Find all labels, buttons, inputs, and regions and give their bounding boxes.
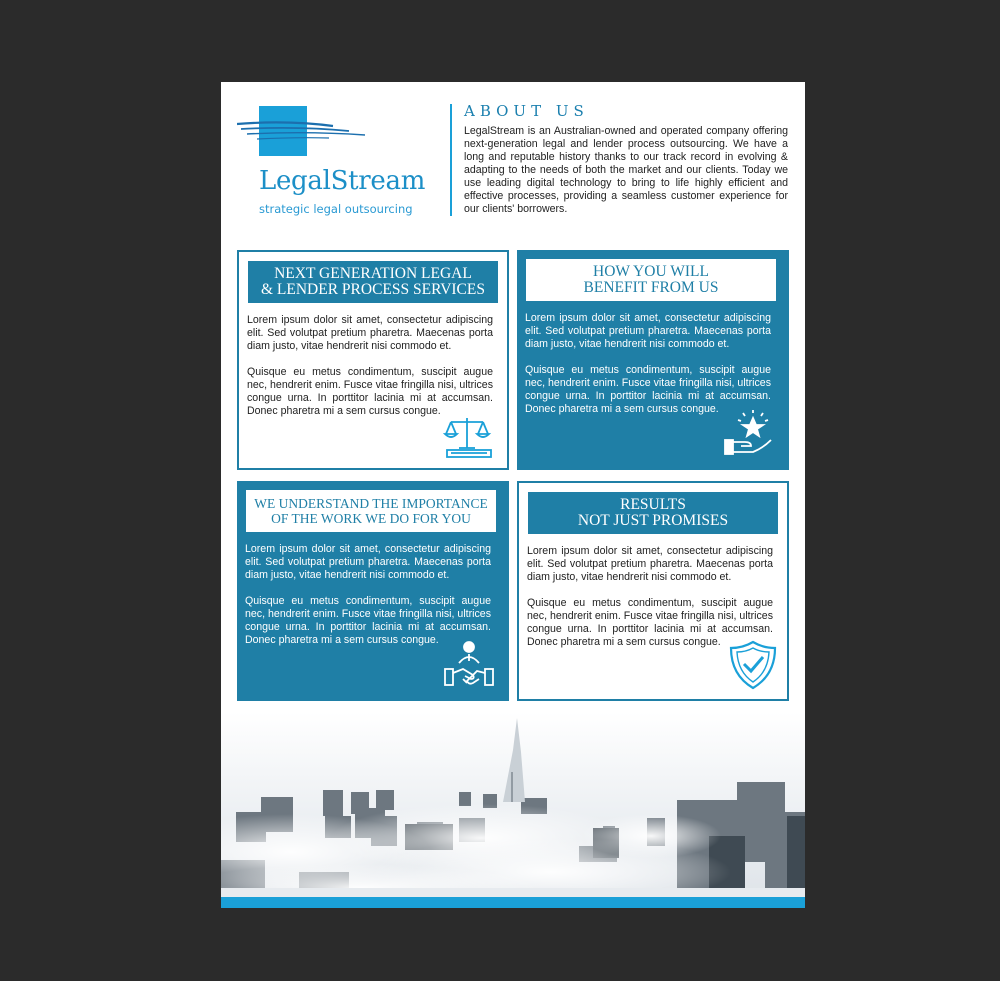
- card-paragraph: Quisque eu metus condimentum, suscipit augue nec, hendrerit enim. Fusce vitae fringilla nisi, ultrices congue urna. In porttitor lacinia mi at accumsan. Donec pharetra mi a sem cursus congue.: [245, 595, 491, 646]
- scales-of-justice-icon: [443, 412, 495, 464]
- card-paragraph: Lorem ipsum dolor sit amet, consectetur adipiscing elit. Sed volutpat pretium pharetra. Maecenas porta diam justo, vitae hendrerit nisi commodo et.: [245, 543, 491, 581]
- brand-tagline: strategic legal outsourcing: [259, 202, 413, 216]
- logo-stream-lines-icon: [237, 116, 377, 146]
- card-title: WE UNDERSTAND THE IMPORTANCE OF THE WORK WE DO FOR YOU: [246, 490, 496, 532]
- card-title: HOW YOU WILL BENEFIT FROM US: [526, 259, 776, 301]
- handshake-icon: [443, 639, 495, 691]
- city-skyline-image: [221, 712, 805, 898]
- card-paragraph: Quisque eu metus condimentum, suscipit augue nec, hendrerit enim. Fusce vitae fringilla nisi, ultrices congue urna. In porttitor lacinia mi at accumsan. Donec pharetra mi a sem cursus congue.: [527, 597, 773, 648]
- card-title: NEXT GENERATION LEGAL & LENDER PROCESS SERVICES: [248, 261, 498, 303]
- card-next-generation: [237, 250, 509, 470]
- card-paragraph: Lorem ipsum dolor sit amet, consectetur adipiscing elit. Sed volutpat pretium pharetra. Maecenas porta diam justo, vitae hendrerit nisi commodo et.: [247, 314, 493, 352]
- about-title: ABOUT US: [464, 102, 589, 120]
- card-paragraph: Lorem ipsum dolor sit amet, consectetur adipiscing elit. Sed volutpat pretium pharetra. Maecenas porta diam justo, vitae hendrerit nisi commodo et.: [525, 312, 771, 350]
- card-results: [517, 481, 789, 701]
- card-title: RESULTS NOT JUST PROMISES: [528, 492, 778, 534]
- card-paragraph: Quisque eu metus condimentum, suscipit augue nec, hendrerit enim. Fusce vitae fringilla nisi, ultrices congue urna. In porttitor lacinia mi at accumsan. Donec pharetra mi a sem cursus congue.: [247, 366, 493, 417]
- bottom-accent-bar: [221, 897, 805, 908]
- shield-check-icon: [727, 639, 779, 691]
- about-divider: [450, 104, 452, 216]
- about-text: LegalStream is an Australian-owned and operated company offering next-generation legal and lender process outsourcing. We have a long and reputable history thanks to our track record in evolving & adapting to the needs of both the market and our clients. Today we use leading digital technology to bring to life highly efficient and effective processes, providing a seamless customer experience for our clients' borrowers.: [464, 125, 788, 215]
- hand-star-icon: [723, 408, 775, 460]
- card-benefit: [517, 250, 789, 470]
- card-paragraph: Lorem ipsum dolor sit amet, consectetur adipiscing elit. Sed volutpat pretium pharetra. Maecenas porta diam justo, vitae hendrerit nisi commodo et.: [527, 545, 773, 583]
- card-importance: [237, 481, 509, 701]
- flyer-page: [221, 82, 805, 908]
- card-paragraph: Quisque eu metus condimentum, suscipit augue nec, hendrerit enim. Fusce vitae fringilla nisi, ultrices congue urna. In porttitor lacinia mi at accumsan. Donec pharetra mi a sem cursus congue.: [525, 364, 771, 415]
- brand-name: LegalStream: [259, 166, 426, 196]
- legalstream-logo: [237, 106, 427, 221]
